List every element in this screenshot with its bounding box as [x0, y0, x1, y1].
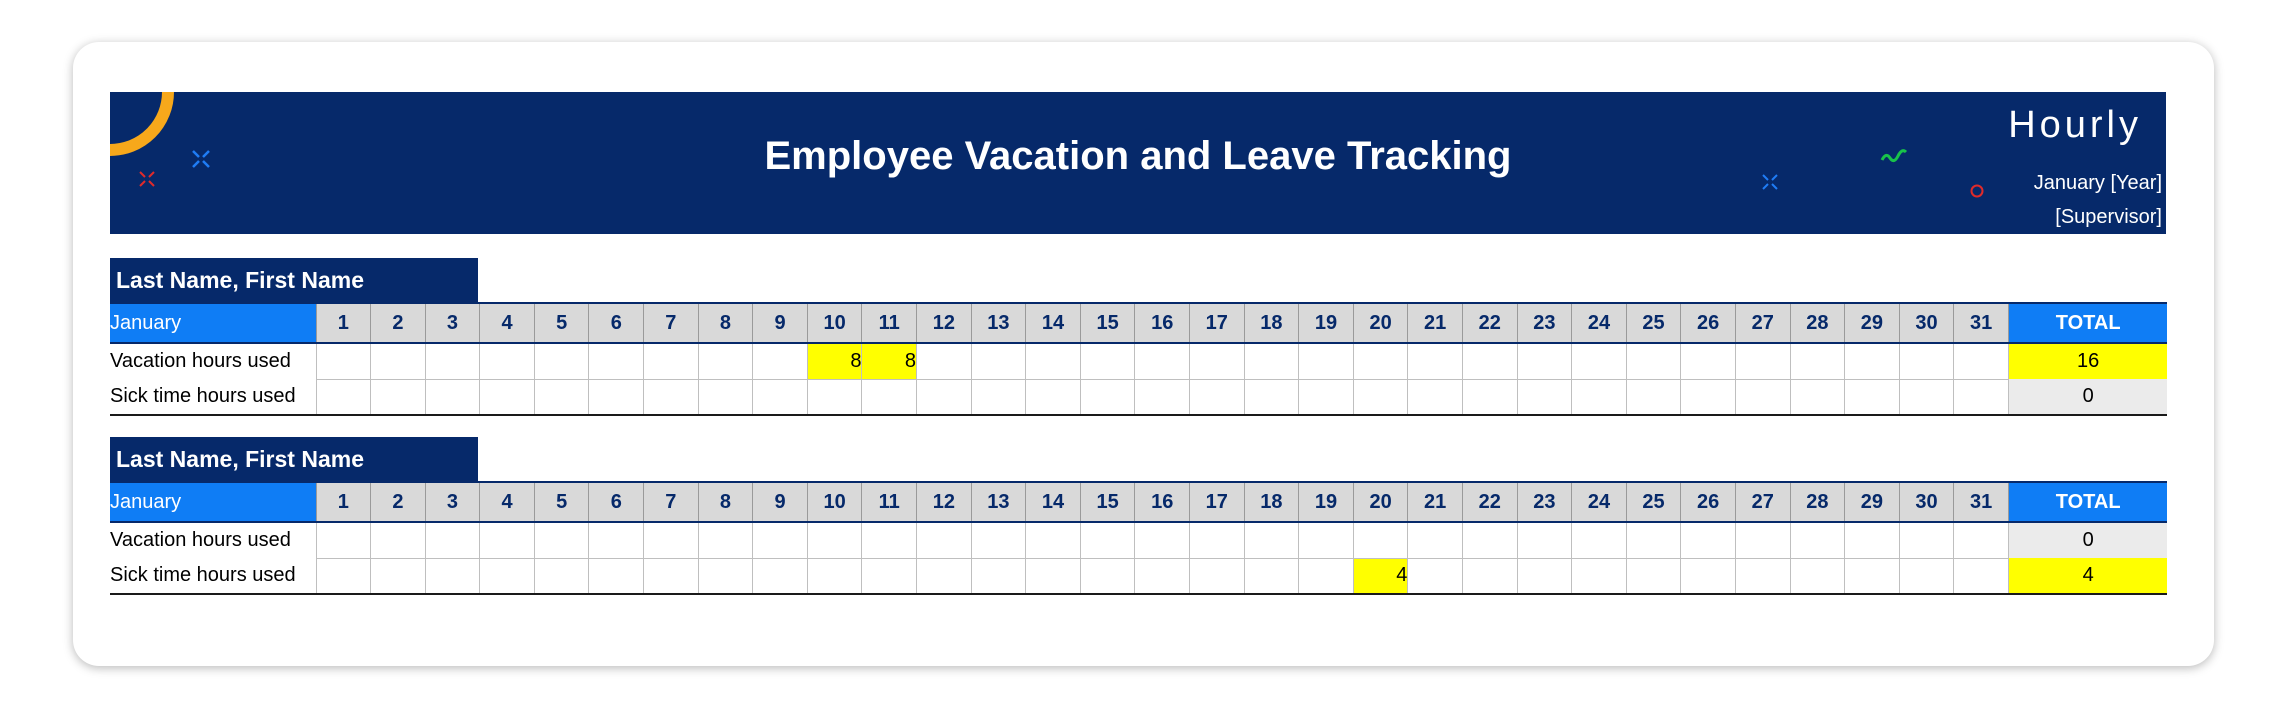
day-header-31: 31 [1954, 482, 2009, 522]
employee-name-2[interactable]: Last Name, First Name [110, 437, 478, 481]
hours-cell-day-25[interactable] [1626, 379, 1681, 415]
hours-cell-day-28[interactable] [1790, 379, 1845, 415]
day-header-19: 19 [1299, 303, 1354, 343]
hours-cell-day-26[interactable] [1681, 522, 1736, 558]
row-total: 16 [2008, 343, 2167, 379]
hours-cell-day-27[interactable] [1735, 558, 1790, 594]
hours-cell-day-20[interactable]: 4 [1353, 558, 1408, 594]
hours-cell-day-23[interactable] [1517, 522, 1572, 558]
hours-cell-day-22[interactable] [1462, 343, 1517, 379]
month-header-row [110, 482, 2167, 522]
hours-cell-day-5[interactable] [534, 558, 589, 594]
month-label: January [110, 482, 316, 522]
hours-cell-day-17[interactable] [1190, 558, 1245, 594]
table-row [110, 558, 2167, 594]
hours-cell-day-14[interactable] [1026, 522, 1081, 558]
hours-cell-day-20[interactable] [1353, 522, 1408, 558]
hours-cell-day-10[interactable] [807, 522, 862, 558]
day-header-11: 11 [862, 303, 917, 343]
day-header-22: 22 [1462, 482, 1517, 522]
day-header-8: 8 [698, 482, 753, 522]
hours-cell-day-11[interactable]: 8 [862, 343, 917, 379]
day-header-15: 15 [1080, 482, 1135, 522]
hours-cell-day-1[interactable] [316, 522, 371, 558]
day-header-6: 6 [589, 482, 644, 522]
hours-cell-day-2[interactable] [371, 558, 426, 594]
row-total: 0 [2008, 522, 2167, 558]
page-title: Employee Vacation and Leave Tracking [764, 134, 1512, 178]
blue-sparkle-right-decoration-icon [1761, 173, 1779, 191]
day-header-27: 27 [1735, 482, 1790, 522]
hours-cell-day-18[interactable] [1244, 558, 1299, 594]
hours-cell-day-9[interactable] [753, 343, 808, 379]
day-header-20: 20 [1353, 482, 1408, 522]
hours-cell-day-28[interactable] [1790, 522, 1845, 558]
day-header-12: 12 [917, 482, 972, 522]
day-header-3: 3 [425, 482, 480, 522]
row-total: 4 [2008, 558, 2167, 594]
day-header-1: 1 [316, 303, 371, 343]
row-label: Sick time hours used [110, 379, 316, 415]
day-header-30: 30 [1899, 303, 1954, 343]
day-header-22: 22 [1462, 303, 1517, 343]
day-header-3: 3 [425, 303, 480, 343]
hours-cell-day-18[interactable] [1244, 379, 1299, 415]
hours-cell-day-10[interactable] [807, 558, 862, 594]
hours-cell-day-2[interactable] [371, 343, 426, 379]
hours-cell-day-24[interactable] [1572, 343, 1627, 379]
hours-cell-day-9[interactable] [753, 522, 808, 558]
day-header-6: 6 [589, 303, 644, 343]
hours-cell-day-7[interactable] [644, 558, 699, 594]
hours-cell-day-14[interactable] [1026, 379, 1081, 415]
day-header-13: 13 [971, 303, 1026, 343]
day-header-2: 2 [371, 303, 426, 343]
hours-cell-day-1[interactable] [316, 558, 371, 594]
hours-cell-day-4[interactable] [480, 522, 535, 558]
hours-cell-day-30[interactable] [1899, 558, 1954, 594]
day-header-20: 20 [1353, 303, 1408, 343]
day-header-25: 25 [1626, 482, 1681, 522]
row-label: Sick time hours used [110, 558, 316, 594]
tracker-table-1 [110, 302, 2167, 416]
day-header-23: 23 [1517, 482, 1572, 522]
day-header-31: 31 [1954, 303, 2009, 343]
total-header: TOTAL [2008, 482, 2167, 522]
day-header-24: 24 [1572, 303, 1627, 343]
hours-cell-day-29[interactable] [1845, 379, 1900, 415]
hours-cell-day-29[interactable] [1845, 522, 1900, 558]
hours-cell-day-8[interactable] [698, 558, 753, 594]
hours-cell-day-21[interactable] [1408, 343, 1463, 379]
hours-cell-day-21[interactable] [1408, 522, 1463, 558]
hours-cell-day-2[interactable] [371, 522, 426, 558]
hours-cell-day-17[interactable] [1190, 379, 1245, 415]
month-header-row [110, 303, 2167, 343]
hours-cell-day-18[interactable] [1244, 343, 1299, 379]
day-header-26: 26 [1681, 303, 1736, 343]
hours-cell-day-25[interactable] [1626, 522, 1681, 558]
hours-cell-day-20[interactable] [1353, 379, 1408, 415]
table-row [110, 379, 2167, 415]
day-header-8: 8 [698, 303, 753, 343]
hours-cell-day-11[interactable] [862, 379, 917, 415]
table-row [110, 522, 2167, 558]
hours-cell-day-23[interactable] [1517, 343, 1572, 379]
hours-cell-day-4[interactable] [480, 558, 535, 594]
day-header-15: 15 [1080, 303, 1135, 343]
hours-cell-day-10[interactable]: 8 [807, 343, 862, 379]
hours-cell-day-29[interactable] [1845, 343, 1900, 379]
hours-cell-day-26[interactable] [1681, 558, 1736, 594]
hours-cell-day-4[interactable] [480, 379, 535, 415]
hours-cell-day-25[interactable] [1626, 558, 1681, 594]
day-header-23: 23 [1517, 303, 1572, 343]
day-header-26: 26 [1681, 482, 1736, 522]
hours-cell-day-13[interactable] [971, 522, 1026, 558]
hours-cell-day-31[interactable] [1954, 343, 2009, 379]
row-total: 0 [2008, 379, 2167, 415]
hours-cell-day-30[interactable] [1899, 522, 1954, 558]
hours-cell-day-3[interactable] [425, 522, 480, 558]
day-header-18: 18 [1244, 303, 1299, 343]
hours-cell-day-28[interactable] [1790, 558, 1845, 594]
hours-cell-day-5[interactable] [534, 379, 589, 415]
hours-cell-day-26[interactable] [1681, 343, 1736, 379]
hours-cell-day-15[interactable] [1080, 558, 1135, 594]
hours-cell-day-15[interactable] [1080, 379, 1135, 415]
day-header-14: 14 [1026, 482, 1081, 522]
hours-cell-day-31[interactable] [1954, 522, 2009, 558]
tracker-table-2 [110, 481, 2167, 595]
hours-cell-day-23[interactable] [1517, 379, 1572, 415]
hours-cell-day-26[interactable] [1681, 379, 1736, 415]
hours-cell-day-3[interactable] [425, 379, 480, 415]
day-header-4: 4 [480, 482, 535, 522]
hours-cell-day-27[interactable] [1735, 343, 1790, 379]
total-header: TOTAL [2008, 303, 2167, 343]
row-label: Vacation hours used [110, 529, 291, 551]
hours-cell-day-10[interactable] [807, 379, 862, 415]
day-header-16: 16 [1135, 303, 1190, 343]
employee-name-1[interactable]: Last Name, First Name [110, 258, 478, 302]
hours-cell-day-9[interactable] [753, 379, 808, 415]
hours-cell-day-17[interactable] [1190, 343, 1245, 379]
day-header-1: 1 [316, 482, 371, 522]
hours-cell-day-15[interactable] [1080, 343, 1135, 379]
day-header-9: 9 [753, 482, 808, 522]
hours-cell-day-1[interactable] [316, 379, 371, 415]
hours-cell-day-31[interactable] [1954, 379, 2009, 415]
hours-cell-day-5[interactable] [534, 343, 589, 379]
day-header-25: 25 [1626, 303, 1681, 343]
hours-cell-day-11[interactable] [862, 558, 917, 594]
day-header-7: 7 [644, 482, 699, 522]
day-header-5: 5 [534, 303, 589, 343]
hours-cell-day-29[interactable] [1845, 558, 1900, 594]
hours-cell-day-5[interactable] [534, 522, 589, 558]
hours-cell-day-1[interactable] [316, 343, 371, 379]
brand-logo: Hourly [2008, 104, 2142, 146]
day-header-10: 10 [807, 303, 862, 343]
hours-cell-day-16[interactable] [1135, 522, 1190, 558]
day-header-29: 29 [1845, 303, 1900, 343]
hours-cell-day-21[interactable] [1408, 379, 1463, 415]
hours-cell-day-17[interactable] [1190, 522, 1245, 558]
day-header-2: 2 [371, 482, 426, 522]
hours-cell-day-8[interactable] [698, 343, 753, 379]
day-header-21: 21 [1408, 303, 1463, 343]
hours-cell-day-19[interactable] [1299, 522, 1354, 558]
hours-cell-day-13[interactable] [971, 343, 1026, 379]
hours-cell-day-30[interactable] [1899, 379, 1954, 415]
month-label: January [110, 303, 316, 343]
hours-cell-day-23[interactable] [1517, 558, 1572, 594]
day-header-16: 16 [1135, 482, 1190, 522]
hours-cell-day-12[interactable] [917, 558, 972, 594]
hours-cell-day-18[interactable] [1244, 522, 1299, 558]
hours-cell-day-13[interactable] [971, 558, 1026, 594]
day-header-10: 10 [807, 482, 862, 522]
hours-cell-day-22[interactable] [1462, 379, 1517, 415]
day-header-29: 29 [1845, 482, 1900, 522]
day-header-11: 11 [862, 482, 917, 522]
day-header-19: 19 [1299, 482, 1354, 522]
hours-cell-day-12[interactable] [917, 522, 972, 558]
hours-cell-day-24[interactable] [1572, 522, 1627, 558]
hours-cell-day-6[interactable] [589, 558, 644, 594]
supervisor-label: [Supervisor] [2055, 206, 2162, 228]
hours-cell-day-2[interactable] [371, 379, 426, 415]
day-header-24: 24 [1572, 482, 1627, 522]
row-label: Vacation hours used [110, 350, 291, 372]
day-header-30: 30 [1899, 482, 1954, 522]
hours-cell-day-12[interactable] [917, 343, 972, 379]
hours-cell-day-31[interactable] [1954, 558, 2009, 594]
hours-cell-day-19[interactable] [1299, 558, 1354, 594]
day-header-18: 18 [1244, 482, 1299, 522]
hours-cell-day-16[interactable] [1135, 343, 1190, 379]
hours-cell-day-4[interactable] [480, 343, 535, 379]
hours-cell-day-14[interactable] [1026, 343, 1081, 379]
hours-cell-day-20[interactable] [1353, 343, 1408, 379]
hours-cell-day-27[interactable] [1735, 379, 1790, 415]
hours-cell-day-3[interactable] [425, 343, 480, 379]
day-header-13: 13 [971, 482, 1026, 522]
hours-cell-day-16[interactable] [1135, 379, 1190, 415]
period-label: January [Year] [2033, 172, 2162, 194]
hours-cell-day-19[interactable] [1299, 343, 1354, 379]
red-ring-decoration-icon [1969, 183, 1985, 199]
hours-cell-day-8[interactable] [698, 522, 753, 558]
day-header-17: 17 [1190, 303, 1245, 343]
day-header-27: 27 [1735, 303, 1790, 343]
day-header-5: 5 [534, 482, 589, 522]
hours-cell-day-24[interactable] [1572, 558, 1627, 594]
hours-cell-day-24[interactable] [1572, 379, 1627, 415]
day-header-12: 12 [917, 303, 972, 343]
hours-cell-day-27[interactable] [1735, 522, 1790, 558]
hours-cell-day-6[interactable] [589, 379, 644, 415]
hours-cell-day-16[interactable] [1135, 558, 1190, 594]
hours-cell-day-19[interactable] [1299, 379, 1354, 415]
hours-cell-day-7[interactable] [644, 379, 699, 415]
hours-cell-day-11[interactable] [862, 522, 917, 558]
green-squiggle-decoration-icon [1880, 148, 1908, 164]
hours-cell-day-30[interactable] [1899, 343, 1954, 379]
hours-cell-day-6[interactable] [589, 343, 644, 379]
day-header-28: 28 [1790, 303, 1845, 343]
hours-cell-day-7[interactable] [644, 343, 699, 379]
hours-cell-day-28[interactable] [1790, 343, 1845, 379]
hours-cell-day-3[interactable] [425, 558, 480, 594]
hours-cell-day-25[interactable] [1626, 343, 1681, 379]
day-header-17: 17 [1190, 482, 1245, 522]
hours-cell-day-6[interactable] [589, 522, 644, 558]
day-header-21: 21 [1408, 482, 1463, 522]
hours-cell-day-14[interactable] [1026, 558, 1081, 594]
hours-cell-day-12[interactable] [917, 379, 972, 415]
hours-cell-day-22[interactable] [1462, 522, 1517, 558]
day-header-28: 28 [1790, 482, 1845, 522]
header-banner [110, 92, 2166, 234]
hours-cell-day-13[interactable] [971, 379, 1026, 415]
hours-cell-day-22[interactable] [1462, 558, 1517, 594]
hours-cell-day-15[interactable] [1080, 522, 1135, 558]
table-row [110, 343, 2167, 379]
hours-cell-day-8[interactable] [698, 379, 753, 415]
day-header-4: 4 [480, 303, 535, 343]
hours-cell-day-21[interactable] [1408, 558, 1463, 594]
day-header-7: 7 [644, 303, 699, 343]
hours-cell-day-7[interactable] [644, 522, 699, 558]
day-header-14: 14 [1026, 303, 1081, 343]
day-header-9: 9 [753, 303, 808, 343]
hours-cell-day-9[interactable] [753, 558, 808, 594]
